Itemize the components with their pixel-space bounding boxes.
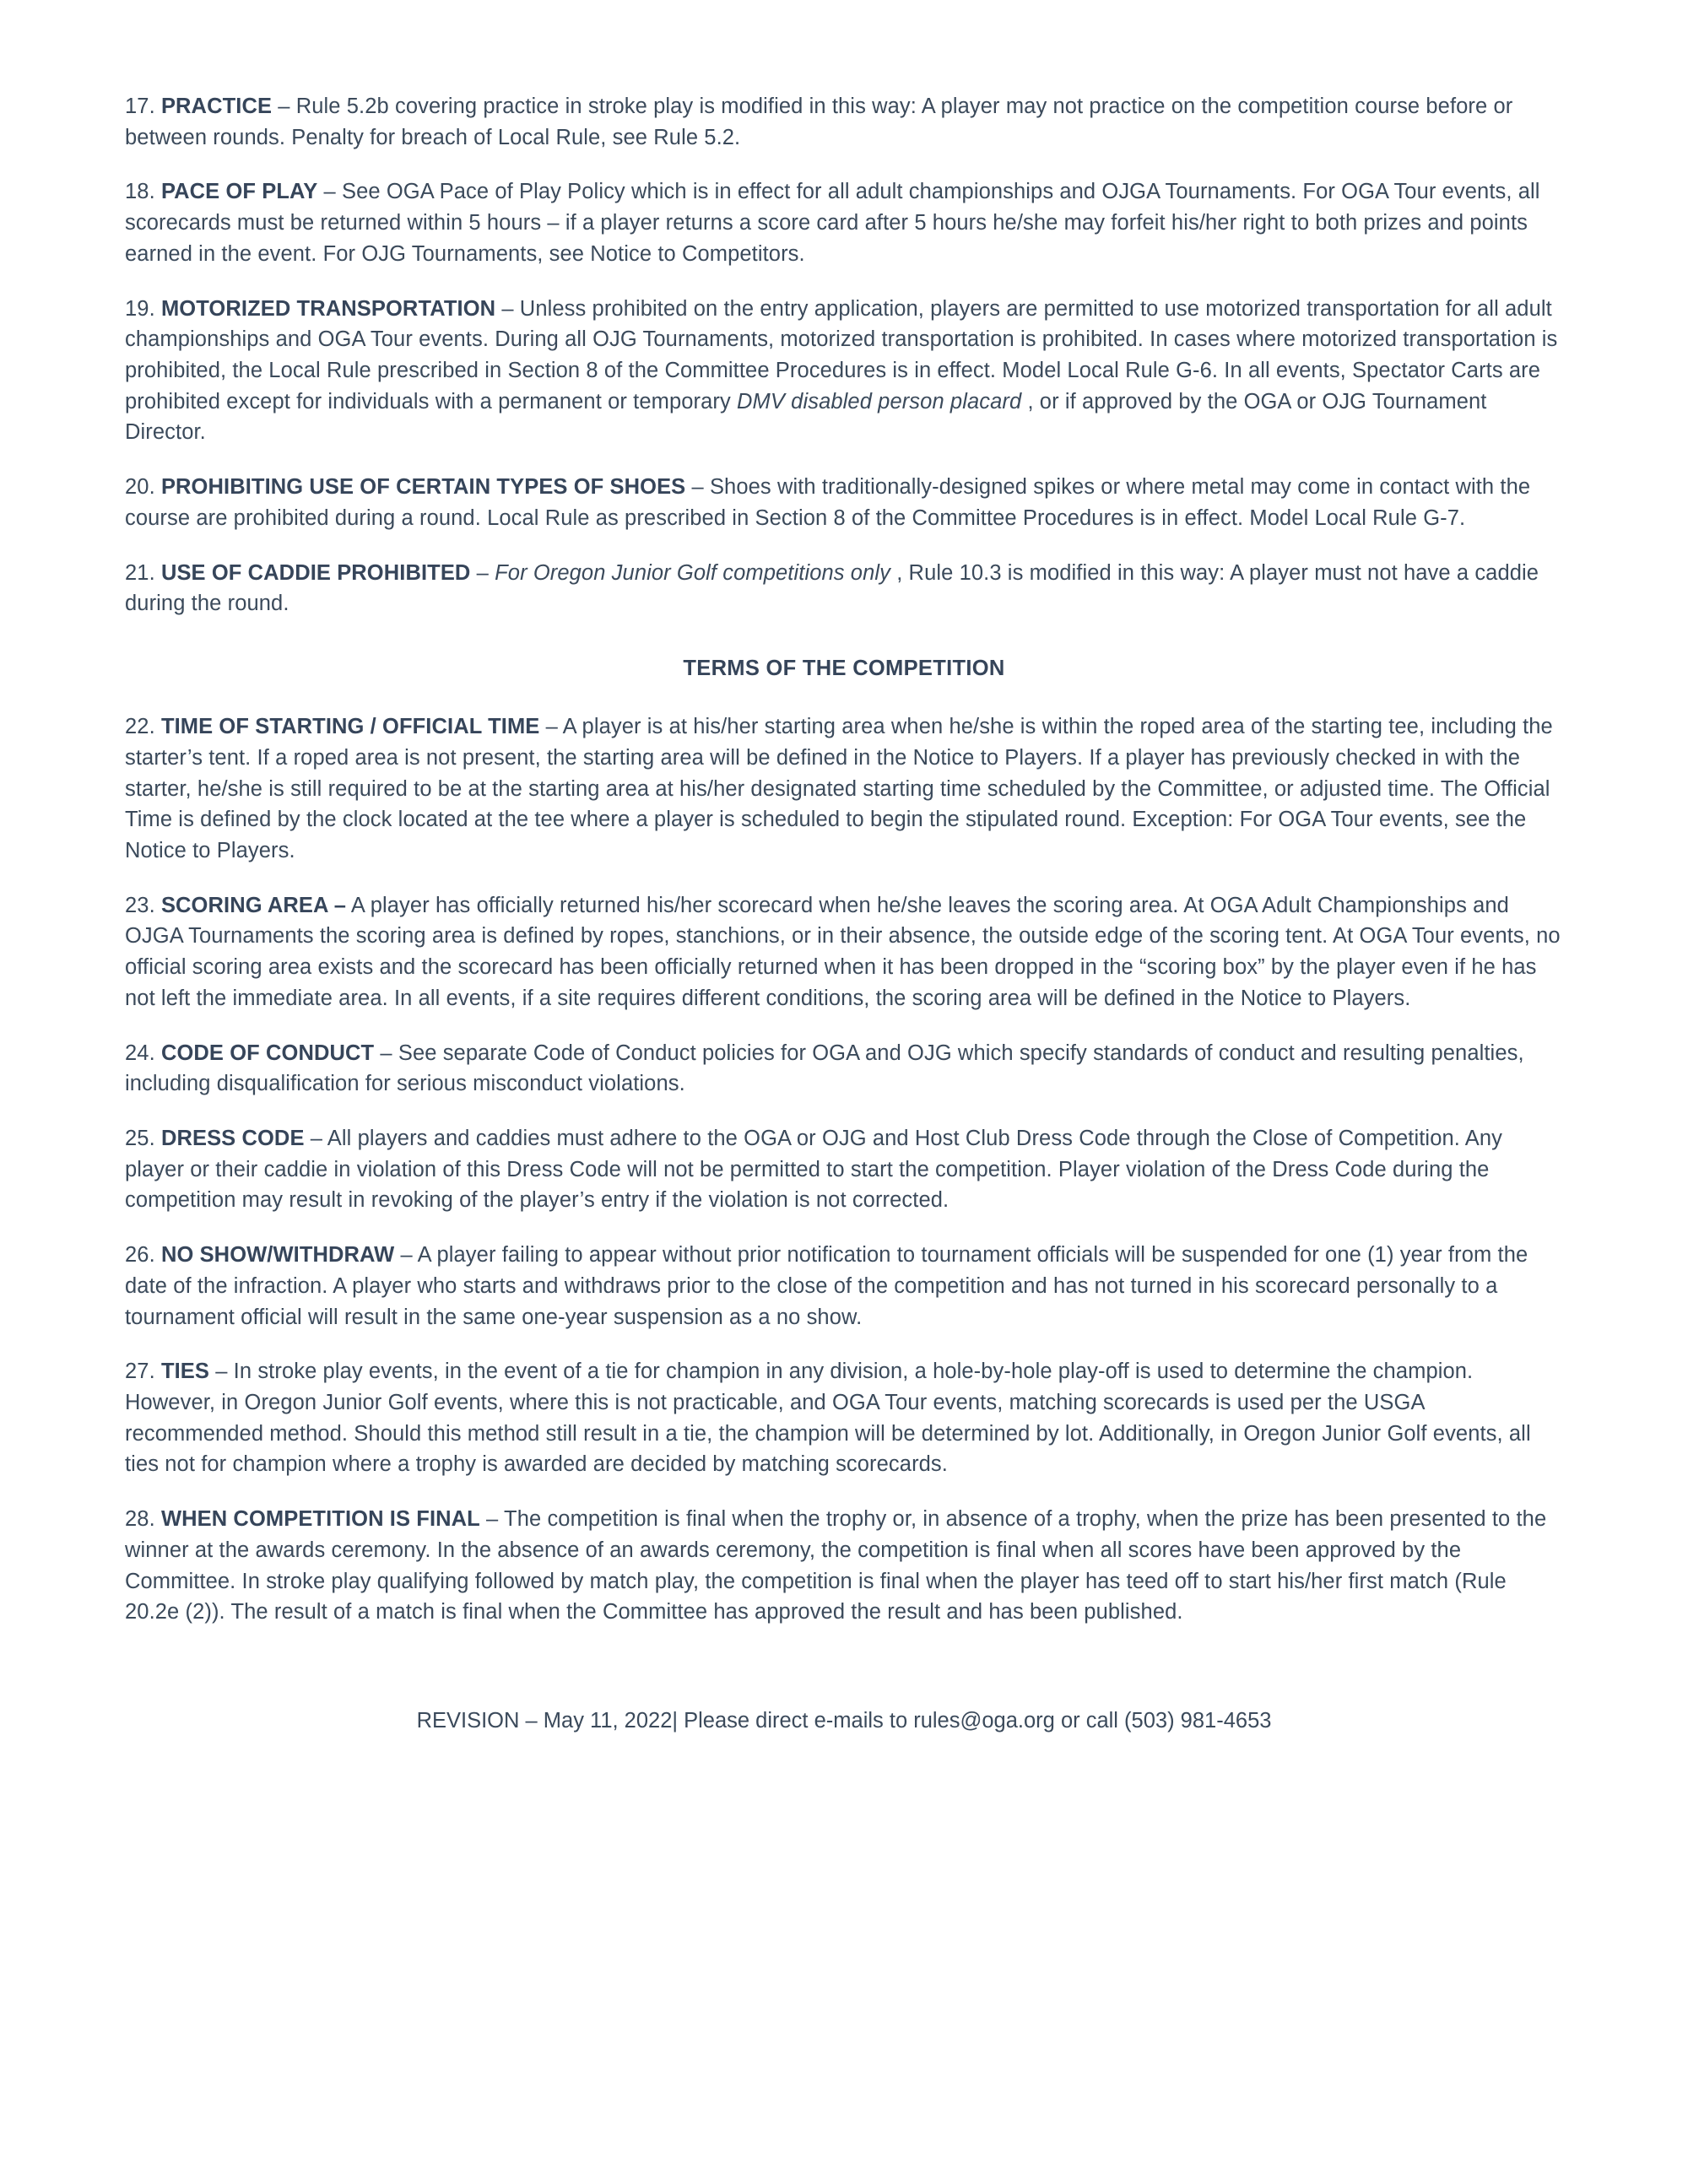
paragraph-heading: CODE OF CONDUCT (160, 1041, 375, 1065)
paragraph-heading: TIES (160, 1360, 210, 1384)
paragraph-heading: PROHIBITING USE OF CERTAIN TYPES OF SHOES (160, 475, 686, 500)
paragraph-27 (125, 1356, 1563, 1480)
paragraph-body: – Unless prohibited on the entry application, players are permitted to use motorized transportation for all adult championships and OGA Tour events. During all OJG Tournaments, motorized transportation is prohibited. In cases where motorized transportation is prohibited, the Local Rule prescribed in Section 8 of the Committee Procedures is in effect. Model Local Rule G-6. In all events, Spectator Carts are prohibited except for individuals with a permanent or temporary (125, 296, 1558, 414)
paragraph-body: – All players and caddies must adhere to the OGA or OJG and Host Club Dress Code through the Close of Competition. Any player or their caddie in violation of this Dress Code will not be permitted to start the competition. Player violation of the Dress Code during the competition may result in revoking of the player’s entry if the violation is not corrected. (125, 1126, 1502, 1213)
paragraph-number: 20. (125, 475, 155, 500)
paragraph-body-continued: , Rule 10.3 is modified in this way: A player must not have a caddie during the round. (125, 560, 1539, 616)
paragraph-26 (125, 1240, 1563, 1333)
paragraph-body-continued: , or if approved by the OGA or OJG Tournament Director. (125, 389, 1487, 445)
paragraph-body: – Shoes with traditionally-designed spikes or where metal may come in contact with the course are prohibited during a round. Local Rule as prescribed in Section 8 of the Committee Procedures is in effect. Model Local Rule G-7. (125, 475, 1531, 530)
paragraph-body: – A player failing to appear without prior notification to tournament officials will be suspended for one (1) year from the date of the infraction. A player who starts and withdraws prior to the close of the competition and has not turned in his scorecard personally to a tournament official will result in the same one-year suspension as a no show. (125, 1243, 1528, 1329)
paragraph-heading: USE OF CADDIE PROHIBITED (160, 560, 471, 585)
paragraph-22 (125, 711, 1563, 867)
paragraph-body: – In stroke play events, in the event of a tie for champion in any division, a hole-by-hole play-off is used to determine the champion. However, in Oregon Junior Golf events, where this is not practicable, and OGA Tour events, matching scorecards is used per the USGA recommended method. Should this method still result in a tie, the champion will be determined by lot. Additionally, in Oregon Junior Golf events, all ties not for champion where a trophy is awarded are decided by matching scorecards. (125, 1360, 1531, 1477)
paragraph-number: 18. (125, 180, 155, 204)
paragraph-heading: WHEN COMPETITION IS FINAL (160, 1507, 480, 1532)
paragraph-number: 28. (125, 1507, 155, 1532)
paragraph-number: 17. (125, 95, 155, 118)
paragraph-21 (125, 558, 1563, 619)
paragraph-18 (125, 176, 1563, 269)
paragraph-body: – (476, 560, 495, 585)
paragraph-heading: NO SHOW/WITHDRAW (160, 1243, 395, 1268)
section-heading-terms-of-competition: TERMS OF THE COMPETITION (683, 657, 1005, 681)
paragraph-heading: PRACTICE (160, 95, 273, 118)
paragraph-body: – See separate Code of Conduct policies for OGA and OJG which specify standards of conduct and resulting penalties, including disqualification for serious misconduct violations. (125, 1041, 1524, 1096)
paragraph-number: 27. (125, 1360, 155, 1384)
paragraph-number: 23. (125, 893, 155, 917)
paragraph-17 (125, 91, 1563, 153)
paragraph-number: 22. (125, 715, 155, 739)
paragraph-body: A player has officially returned his/her scorecard when he/she leaves the scoring area. At OGA Adult Championships and OJGA Tournaments the scoring area is defined by ropes, stanchions, or in their absence, the outside edge of the scoring tent. At OGA Tour events, no official scoring area exists and the scorecard has been officially returned when it has been dropped in the “scoring box” by the player even if he has not left the immediate area. In all events, if a site requires different conditions, the scoring area will be defined in the Notice to Players. (125, 893, 1561, 1010)
paragraph-23 (125, 890, 1563, 1014)
paragraph-20 (125, 472, 1563, 533)
paragraph-body: – The competition is final when the trophy or, in absence of a trophy, when the prize has been presented to the winner at the awards ceremony. In the absence of an awards ceremony, the competition is final when all scores have been approved by the Committee. In stroke play qualifying followed by match play, the competition is final when the player has teed off to start his/her first match (Rule 20.2e (2)). The result of a match is final when the Committee has approved the result and has been published. (125, 1507, 1547, 1624)
paragraph-number: 26. (125, 1243, 155, 1268)
paragraph-italic: For Oregon Junior Golf competitions only (495, 560, 890, 585)
paragraph-28 (125, 1504, 1563, 1628)
paragraph-24 (125, 1038, 1563, 1100)
paragraph-body: – See OGA Pace of Play Policy which is in effect for all adult championships and OJGA Tournaments. For OGA Tour events, all scorecards must be returned within 5 hours – if a player returns a score card after 5 hours he/she may forfeit his/her right to both prizes and points earned in the event. For OJG Tournaments, see Notice to Competitors. (125, 180, 1540, 266)
paragraph-number: 21. (125, 560, 155, 585)
paragraph-heading: TIME OF STARTING / OFFICIAL TIME (160, 715, 540, 739)
paragraph-19 (125, 294, 1563, 449)
paragraph-heading: MOTORIZED TRANSPORTATION (160, 296, 496, 321)
page-footer: REVISION – May 11, 2022| Please direct e-mails to rules@oga.org or call (503) 981-4653 (416, 1709, 1272, 1733)
paragraph-body: – Rule 5.2b covering practice in stroke play is modified in this way: A player may not practice on the competition course before or between rounds. Penalty for breach of Local Rule, see Rule 5.2. (125, 95, 1513, 149)
paragraph-number: 19. (125, 296, 155, 321)
paragraph-heading: DRESS CODE (160, 1126, 305, 1150)
paragraph-number: 24. (125, 1041, 155, 1065)
paragraph-italic: DMV disabled person placard (737, 389, 1022, 414)
paragraph-number: 25. (125, 1126, 155, 1150)
paragraph-25 (125, 1123, 1563, 1216)
paragraph-body: – A player is at his/her starting area when he/she is within the roped area of the starting tee, including the starter’s tent. If a roped area is not present, the starting area will be defined in the Notice to Players. If a player has previously checked in with the starter, he/she is still required to be at the starting area at his/her designated starting time scheduled by the Committee, or adjusted time. The Official Time is defined by the clock located at the tee where a player is scheduled to begin the stipulated round. Exception: For OGA Tour events, see the Notice to Players. (125, 715, 1553, 862)
paragraph-heading: PACE OF PLAY (160, 180, 318, 204)
paragraph-heading: SCORING AREA – (160, 893, 347, 917)
